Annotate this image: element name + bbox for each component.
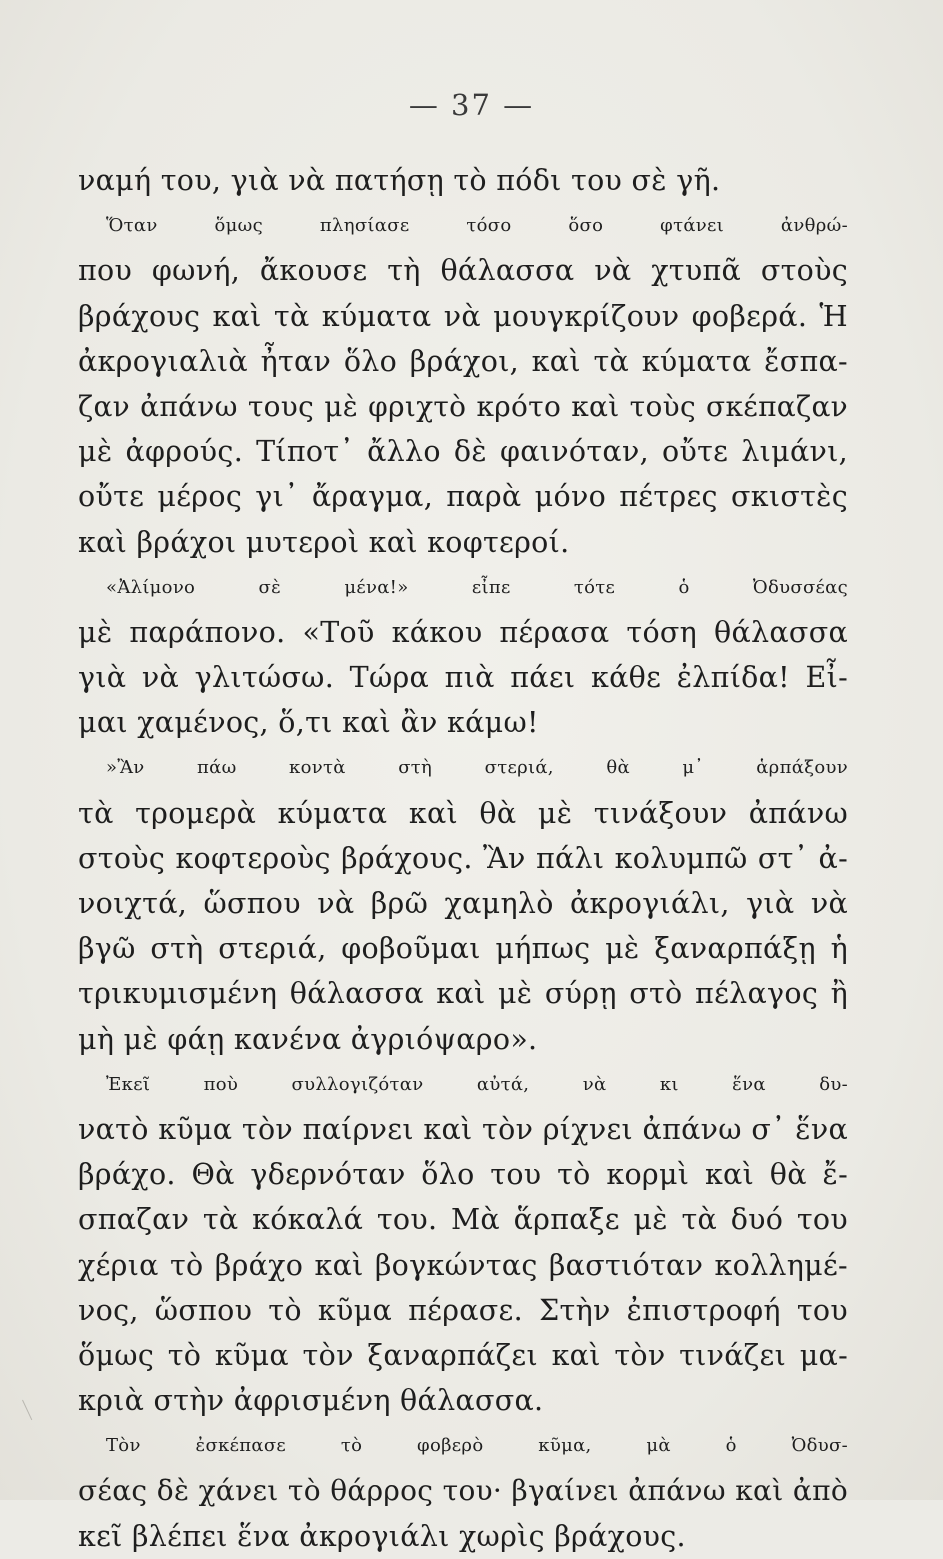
text-line: καὶ βράχοι μυτεροὶ καὶ κοφτεροί. [78, 525, 570, 559]
text-line: »Ἂν πάω κοντὰ στὴ στεριά, θὰ μ᾽ ἁρπάξουν [106, 757, 848, 779]
text-line: Τὸν ἐσκέπασε τὸ φοβερὸ κῦμα, μὰ ὁ Ὀδυσ- [106, 1435, 848, 1457]
text-line: μὲ ἀφρούς. Τίποτ᾽ ἄλλο δὲ φαινόταν, οὔτε λιμάνι, [78, 435, 848, 469]
text-line: βράχο. Θὰ γδερνόταν ὅλο του τὸ κορμὶ καὶ θὰ ἔ- [78, 1158, 848, 1192]
text-line: Ὅταν ὅμως πλησίασε τόσο ὅσο φτάνει ἀνθρώ- [106, 215, 848, 237]
text-line: νατὸ κῦμα τὸν παίρνει καὶ τὸν ρίχνει ἀπάνω σ᾽ ἕνα [78, 1112, 848, 1146]
text-line: σπαζαν τὰ κόκαλά του. Μὰ ἅρπαξε μὲ τὰ δυό του [78, 1203, 848, 1237]
text-line: οὔτε μέρος γι᾽ ἄραγμα, παρὰ μόνο πέτρες σκιστὲς [78, 480, 848, 514]
text-line: στοὺς κοφτεροὺς βράχους. Ἂν πάλι κολυμπῶ στ᾽ ἀ- [78, 841, 848, 875]
text-line: ὅμως τὸ κῦμα τὸν ξαναρπάζει καὶ τὸν τινάζει μα- [78, 1338, 848, 1372]
text-line: βράχους καὶ τὰ κύματα νὰ μουγκρίζουν φοβερά. Ἡ [78, 299, 848, 333]
paper-mark [22, 1394, 45, 1420]
text-line: «Ἀλίμονο σὲ μένα!» εἶπε τότε ὁ Ὀδυσσέας [106, 576, 848, 598]
text-line: νος, ὥσπου τὸ κῦμα πέρασε. Στὴν ἐπιστροφή του [78, 1293, 848, 1327]
text-line: ζαν ἀπάνω τους μὲ φριχτὸ κρότο καὶ τοὺς σκέπαζαν [78, 389, 848, 423]
text-line: νοιχτά, ὥσπου νὰ βρῶ χαμηλὸ ἀκρογιάλι, γιὰ νὰ [78, 887, 848, 920]
page-number: — 37 — [408, 88, 535, 122]
text-line: μαι χαμένος, ὅ,τι καὶ ἂν κάμω! [78, 706, 539, 740]
text-line: που φωνή, ἄκουσε τὴ θάλασσα νὰ χτυπᾶ στοὺς [78, 254, 848, 288]
body-text [78, 158, 848, 1559]
text-line: γιὰ νὰ γλιτώσω. Τώρα πιὰ πάει κάθε ἐλπίδα! Εἶ- [78, 661, 848, 695]
text-line: Ἐκεῖ ποὺ συλλογιζόταν αὐτά, νὰ κι ἕνα δυ- [106, 1073, 848, 1095]
text-line: κεῖ βλέπει ἕνα ἀκρογιάλι χωρὶς βράχους. [78, 1519, 686, 1553]
text-line: τρικυμισμένη θάλασσα καὶ μὲ σύρῃ στὸ πέλαγος ἢ [78, 977, 848, 1011]
text-line: ναμή του, γιὰ νὰ πατήσῃ τὸ πόδι του σὲ γῆ. [78, 164, 721, 197]
text-line: ἀκρογιαλιὰ ἦταν ὅλο βράχοι, καὶ τὰ κύματα ἔσπα- [78, 344, 848, 378]
text-line: τὰ τρομερὰ κύματα καὶ θὰ μὲ τινάξουν ἀπάνω [78, 796, 848, 830]
text-line: βγῶ στὴ στεριά, φοβοῦμαι μήπως μὲ ξαναρπάξῃ ἡ [78, 932, 848, 966]
text-line: μὲ παράπονο. «Τοῦ κάκου πέρασα τόση θάλασσα [78, 615, 848, 649]
text-line: σέας δὲ χάνει τὸ θάρρος του· βγαίνει ἀπάνω καὶ ἀπὸ [78, 1474, 848, 1508]
text-line: κριὰ στὴν ἀφρισμένη θάλασσα. [78, 1384, 544, 1418]
text-line: χέρια τὸ βράχο καὶ βογκώντας βαστιόταν κολλημέ- [78, 1248, 848, 1282]
text-line: μὴ μὲ φάῃ κανένα ἀγριόψαρο». [78, 1022, 538, 1056]
